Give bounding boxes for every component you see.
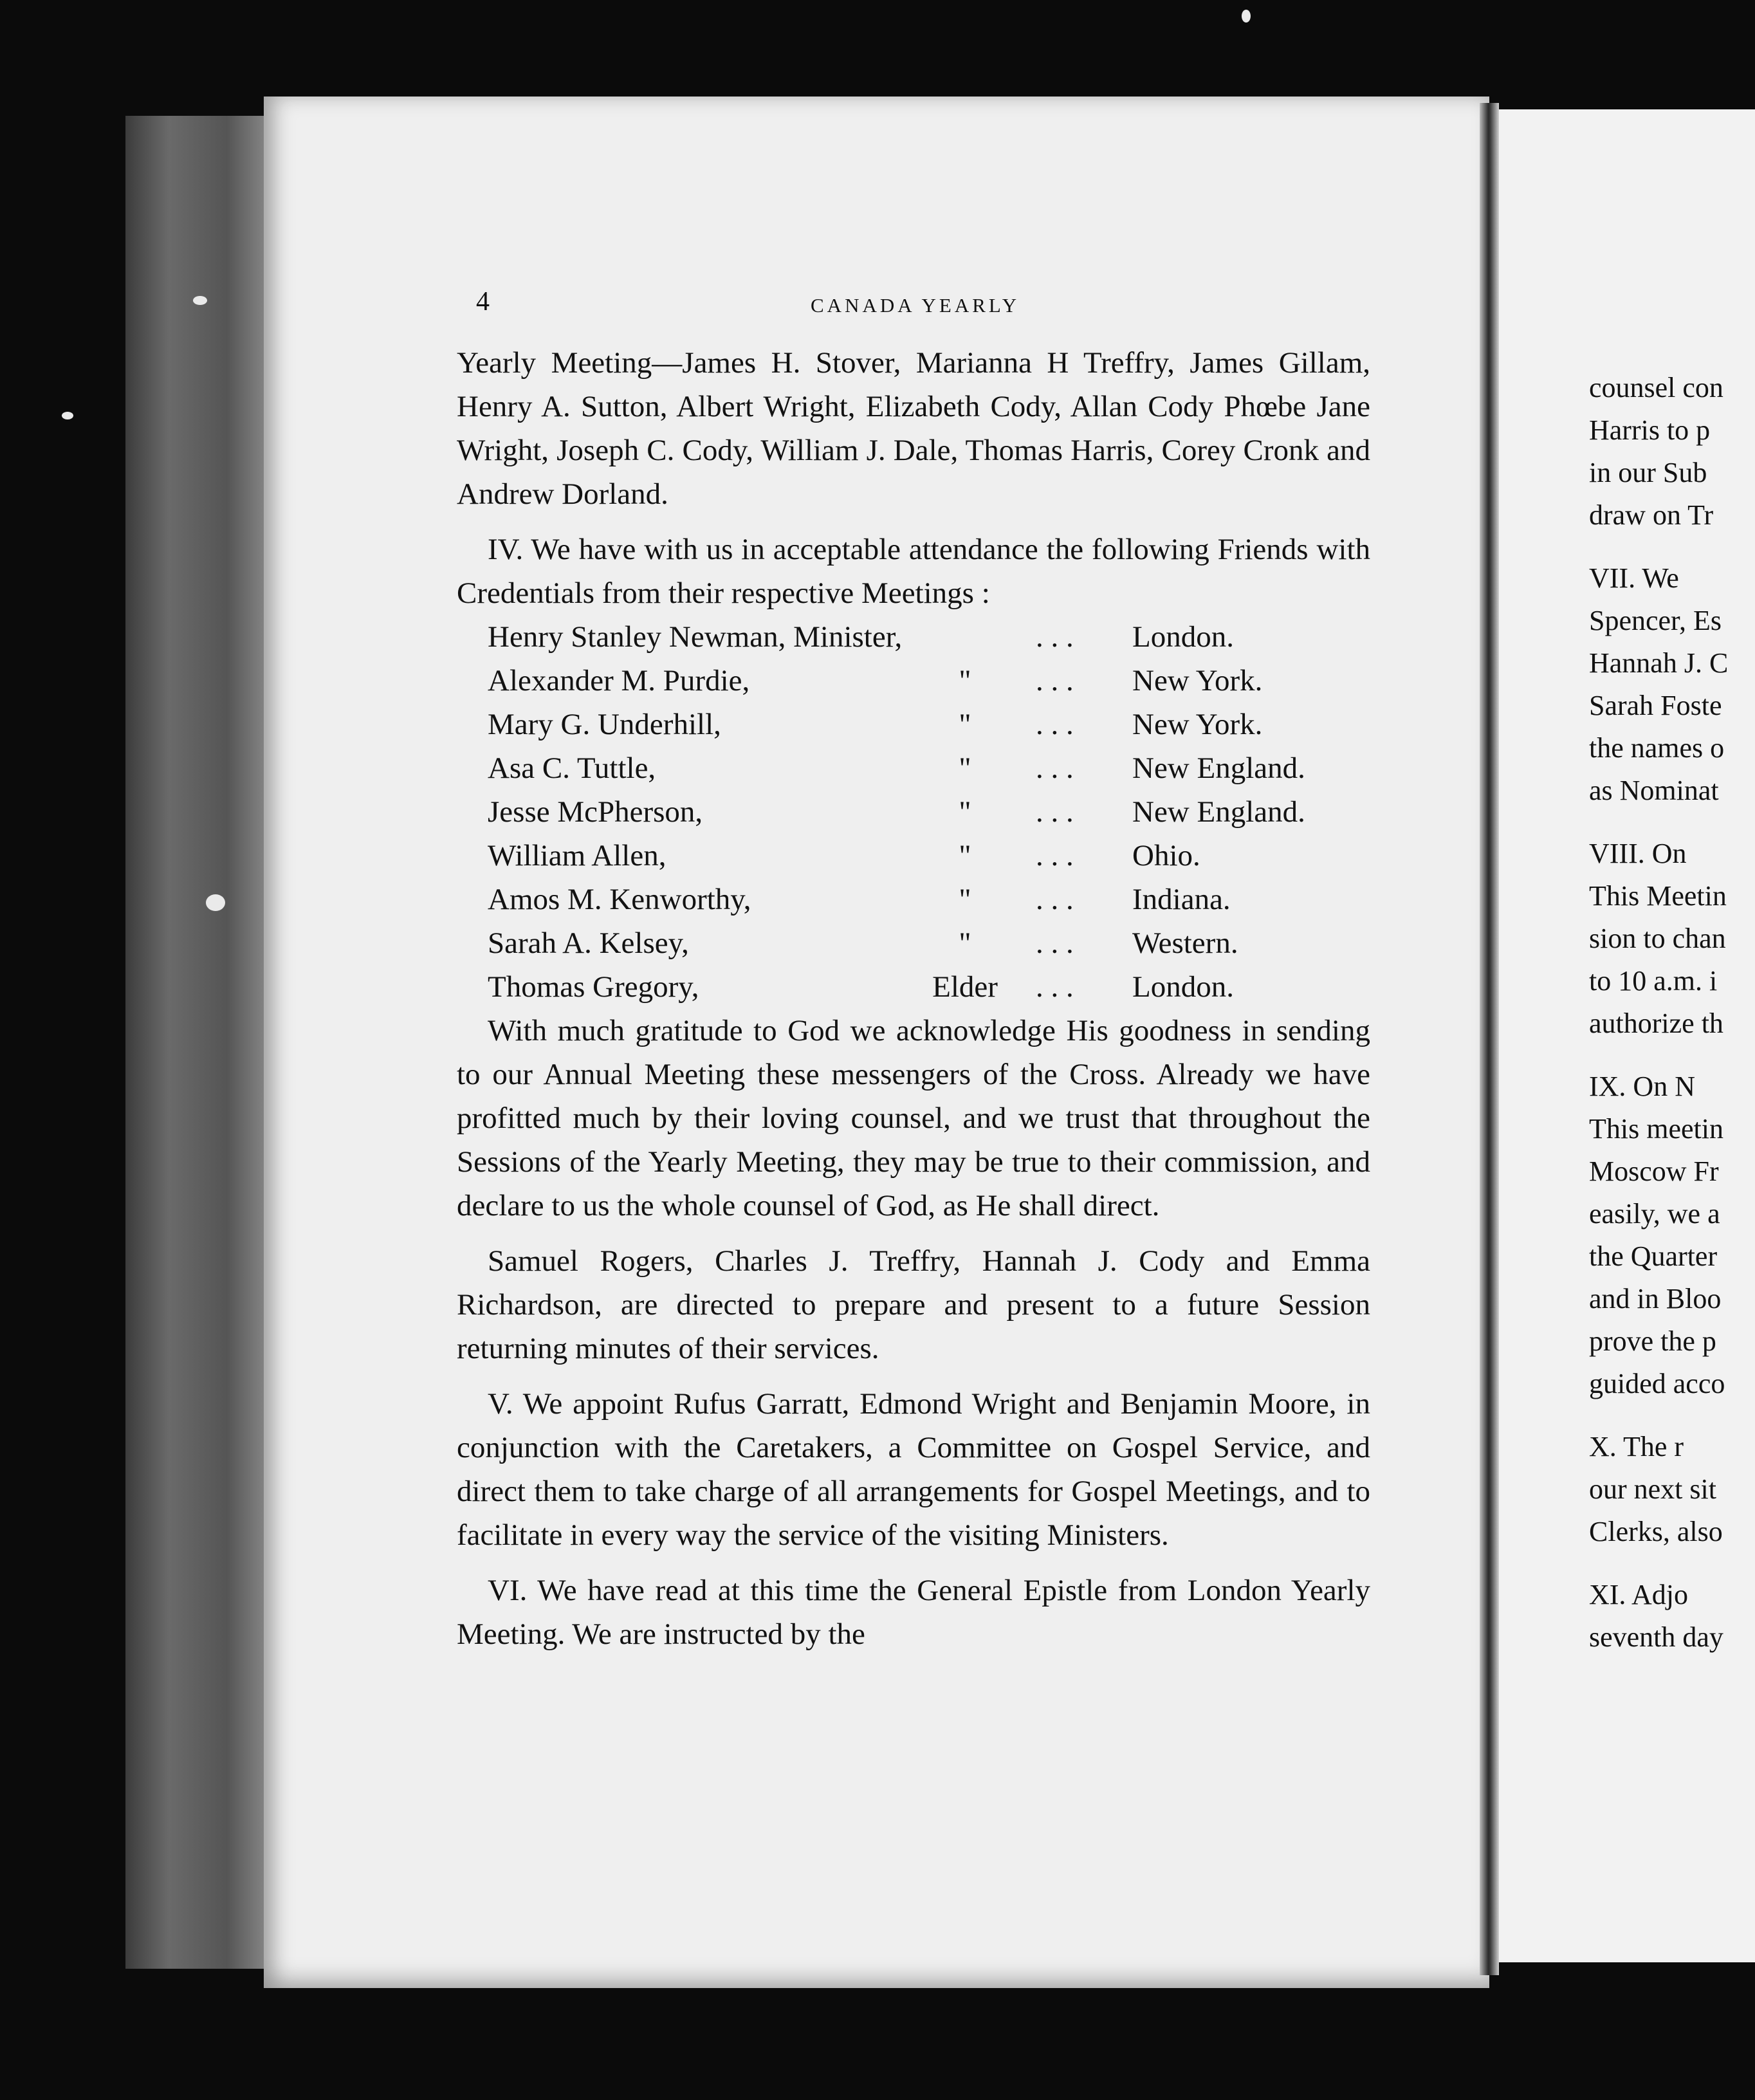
book-spine-shadow	[125, 116, 270, 1969]
film-speck	[62, 412, 73, 419]
text-line: Sarah Foste	[1589, 690, 1722, 721]
text-line: Harris to p	[1589, 414, 1711, 446]
text-line: our next sit	[1589, 1473, 1716, 1505]
roster-place: London.	[1132, 970, 1234, 1004]
roster-row	[457, 834, 1370, 878]
roster-leader-dots: . . .	[1036, 926, 1074, 960]
roster-row	[457, 965, 1370, 1009]
roster-role: "	[959, 795, 971, 829]
delegate-roster	[457, 615, 1370, 1009]
paragraph-gap	[1589, 1045, 1755, 1065]
text-line: Clerks, also	[1589, 1516, 1723, 1547]
film-speck	[1242, 10, 1251, 23]
roster-row	[457, 878, 1370, 921]
film-speck	[193, 296, 207, 305]
roster-place: New England.	[1132, 795, 1305, 829]
roster-place: Indiana.	[1132, 883, 1231, 916]
text-line: authorize th	[1589, 1008, 1723, 1039]
roster-name: Asa C. Tuttle,	[488, 751, 656, 785]
roster-role: "	[959, 708, 971, 741]
page-gutter	[1480, 103, 1499, 1975]
paragraph-gap	[1589, 537, 1755, 557]
roster-row	[457, 659, 1370, 703]
roster-leader-dots: . . .	[1036, 620, 1074, 654]
roster-leader-dots: . . .	[1036, 970, 1074, 1004]
roster-leader-dots: . . .	[1036, 839, 1074, 872]
text-line: the Quarter	[1589, 1240, 1718, 1272]
text-line: This meetin	[1589, 1113, 1723, 1145]
paragraph: Yearly Meeting—James H. Stover, Marianna H Treffry, James Gillam, Henry A. Sutton, Albert Wright, Elizabeth Cody, Allan Cody Phœbe Jane Wright, Joseph C. Cody, William J. Dale, Thomas Harris, Corey Cronk and Andrew Dorland.	[457, 346, 1370, 511]
roster-name: Henry Stanley Newman, Minister,	[488, 620, 903, 654]
text-line: VII. We	[1589, 562, 1679, 594]
roster-name: Alexander M. Purdie,	[488, 664, 750, 697]
roster-place: Western.	[1132, 926, 1238, 960]
roster-role: "	[959, 839, 971, 872]
roster-name: Amos M. Kenworthy,	[488, 883, 751, 916]
text-line: This Meetin	[1589, 880, 1727, 912]
roster-leader-dots: . . .	[1036, 708, 1074, 741]
film-speck	[206, 894, 225, 911]
roster-row	[457, 703, 1370, 746]
text-line: as Nominat	[1589, 775, 1719, 806]
text-line: sion to chan	[1589, 923, 1726, 954]
text-line: Hannah J. C	[1589, 647, 1729, 679]
text-line: the names o	[1589, 732, 1725, 764]
roster-role: Elder	[932, 970, 998, 1004]
paragraph-gap	[1589, 1553, 1755, 1574]
paragraph: Samuel Rogers, Charles J. Treffry, Hannah J. Cody and Emma Richardson, are directed to prepare and present to a future Session returning minutes of their services.	[457, 1244, 1370, 1365]
roster-row	[457, 790, 1370, 834]
roster-role: "	[959, 926, 971, 960]
roster-role: "	[959, 883, 971, 916]
roster-name: Thomas Gregory,	[488, 970, 699, 1004]
roster-name: Sarah A. Kelsey,	[488, 926, 689, 960]
text-line: prove the p	[1589, 1325, 1716, 1357]
roster-row	[457, 921, 1370, 965]
roster-name: Jesse McPherson,	[488, 795, 703, 829]
paragraph: V. We appoint Rufus Garratt, Edmond Wright and Benjamin Moore, in conjunction with the Caretakers, a Committee on Gospel Service, and direct them to take charge of all arrangements for Gospel Meetings, and to facilitate in every way the service of the visiting Ministers.	[457, 1387, 1370, 1552]
roster-place: New England.	[1132, 751, 1305, 785]
roster-leader-dots: . . .	[1036, 664, 1074, 697]
roster-row	[457, 615, 1370, 659]
running-title: CANADA YEARLY	[811, 294, 1020, 317]
text-line: easily, we a	[1589, 1198, 1720, 1230]
paragraph: With much gratitude to God we acknowledge His goodness in sending to our Annual Meeting these messengers of the Cross. Already we have profitted much by their loving counsel, and we trust that throughout the Sessions of the Yearly Meeting, they may be true to their commission, and declare to us the whole counsel of God, as He shall direct.	[457, 1014, 1370, 1222]
roster-name: William Allen,	[488, 839, 666, 872]
roster-place: Ohio.	[1132, 839, 1200, 872]
page-number: 4	[476, 287, 490, 317]
text-line: counsel con	[1589, 372, 1723, 403]
paragraph-gap	[1589, 812, 1755, 833]
text-line: to 10 a.m. i	[1589, 965, 1718, 997]
text-line: draw on Tr	[1589, 499, 1714, 531]
roster-leader-dots: . . .	[1036, 795, 1074, 829]
roster-place: London.	[1132, 620, 1234, 654]
roster-role: "	[959, 664, 971, 697]
page-header	[476, 286, 1441, 325]
text-line: VIII. On	[1589, 838, 1687, 869]
paragraph: VI. We have read at this time the General Epistle from London Yearly Meeting. We are instructed by the	[457, 1574, 1370, 1651]
roster-place: New York.	[1132, 664, 1263, 697]
text-line: Moscow Fr	[1589, 1156, 1719, 1187]
roster-leader-dots: . . .	[1036, 751, 1074, 785]
text-line: seventh day	[1589, 1621, 1723, 1653]
text-line: IX. On N	[1589, 1071, 1695, 1102]
left-page-text	[457, 341, 1370, 1656]
text-line: Spencer, Es	[1589, 605, 1722, 636]
text-line: XI. Adjo	[1589, 1579, 1688, 1610]
right-page-text	[1589, 367, 1755, 1659]
roster-place: New York.	[1132, 708, 1263, 741]
roster-row	[457, 746, 1370, 790]
roster-role: "	[959, 751, 971, 785]
text-line: and in Bloo	[1589, 1283, 1722, 1314]
paragraph: IV. We have with us in acceptable attendance the following Friends with Credentials from their respective Meetings :	[457, 533, 1370, 610]
text-line: guided acco	[1589, 1368, 1725, 1399]
text-line: in our Sub	[1589, 457, 1707, 488]
text-line: X. The r	[1589, 1431, 1684, 1462]
paragraph-gap	[1589, 1405, 1755, 1426]
roster-name: Mary G. Underhill,	[488, 708, 721, 741]
roster-leader-dots: . . .	[1036, 883, 1074, 916]
